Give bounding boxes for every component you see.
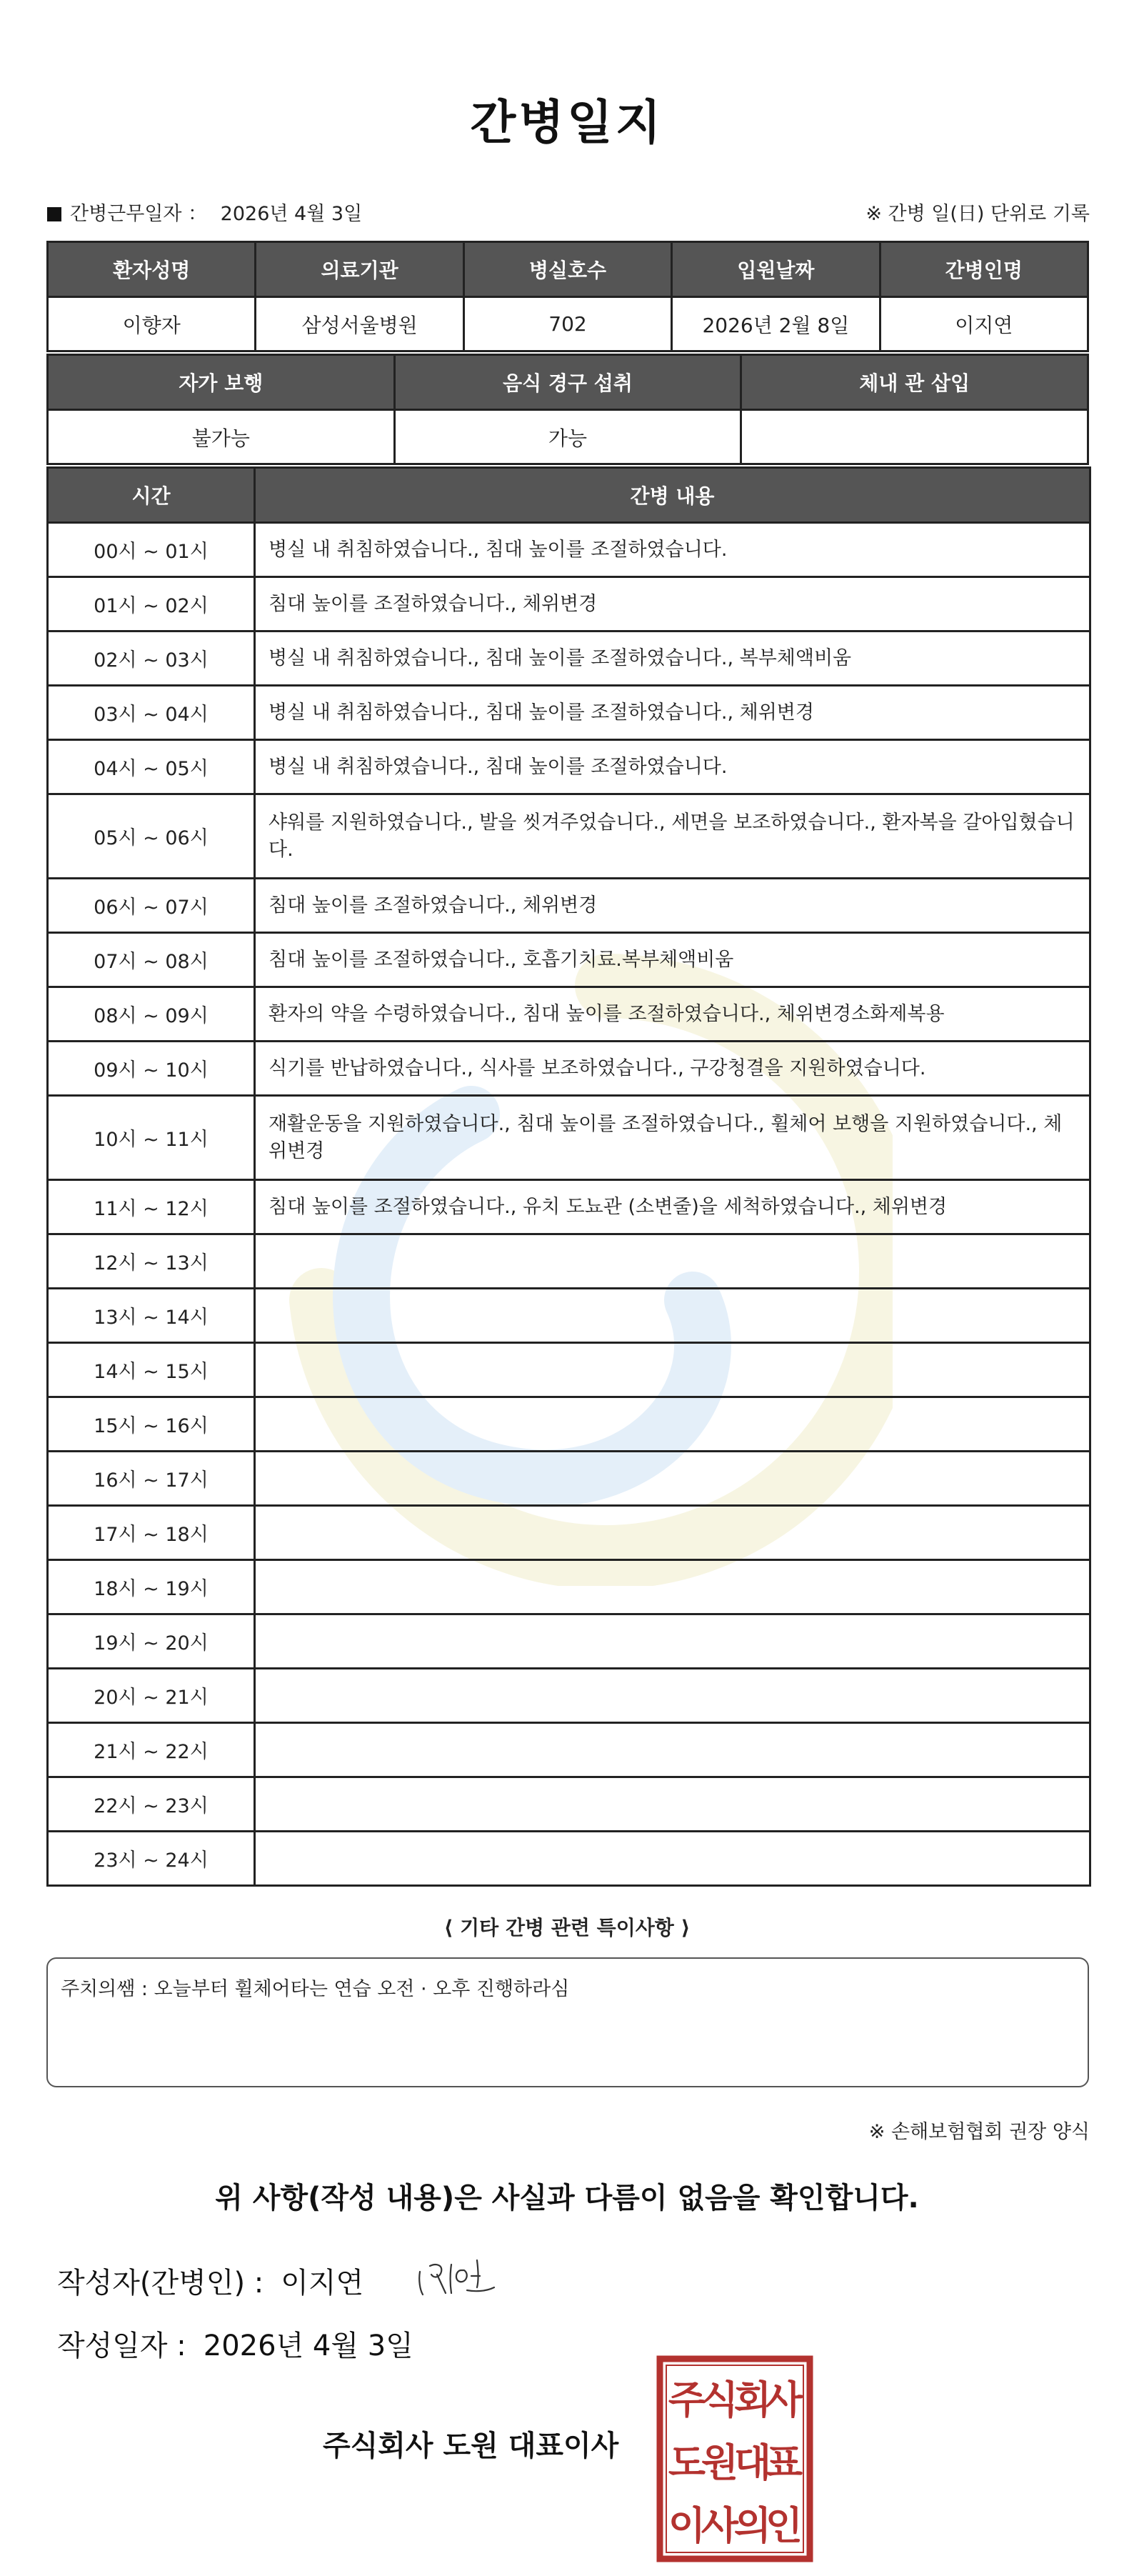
log-time: 09시 ~ 10시	[48, 1042, 255, 1096]
room-number: 702	[463, 297, 671, 351]
log-content: 침대 높이를 조절하였습니다., 유치 도뇨관 (소변줄)을 세척하였습니다., 체위변경	[255, 1180, 1090, 1234]
caregiver-name: 이지연	[880, 297, 1088, 351]
log-time: 04시 ~ 05시	[48, 740, 255, 794]
written-date-value: 2026년 4월 3일	[203, 2330, 413, 2362]
log-content	[255, 1452, 1090, 1506]
log-time: 21시 ~ 22시	[48, 1723, 255, 1777]
company-representative: 주식회사 도원 대표이사	[323, 2430, 619, 2462]
svg-text:주: 주	[668, 2377, 706, 2422]
svg-text:사: 사	[701, 2503, 739, 2548]
header-tube-insertion: 체내 관 삽입	[741, 355, 1088, 410]
log-content	[255, 1560, 1090, 1614]
svg-text:이: 이	[668, 2503, 706, 2548]
header-time: 시간	[48, 468, 255, 523]
log-time: 12시 ~ 13시	[48, 1234, 255, 1289]
log-time: 07시 ~ 08시	[48, 933, 255, 987]
header-oral-intake: 음식 경구 섭취	[394, 355, 741, 410]
written-date-label: 작성일자 :	[57, 2330, 186, 2362]
writer-name: 이지연	[281, 2267, 364, 2300]
svg-text:원: 원	[701, 2440, 739, 2485]
log-time: 03시 ~ 04시	[48, 686, 255, 740]
log-content: 침대 높이를 조절하였습니다., 체위변경	[255, 879, 1090, 933]
log-time: 22시 ~ 23시	[48, 1777, 255, 1832]
log-time: 18시 ~ 19시	[48, 1560, 255, 1614]
log-content: 환자의 약을 수령하였습니다., 침대 높이를 조절하였습니다., 체위변경소화제복용	[255, 987, 1090, 1042]
log-content	[255, 1234, 1090, 1289]
writer-line	[57, 2260, 363, 2301]
writer-label: 작성자(간병인) :	[57, 2267, 264, 2300]
svg-text:식: 식	[701, 2377, 739, 2422]
svg-text:대: 대	[733, 2440, 772, 2485]
notes-box	[46, 1957, 1089, 2087]
admission-date: 2026년 2월 8일	[672, 297, 880, 351]
work-date-line	[47, 198, 362, 226]
log-time: 20시 ~ 21시	[48, 1669, 255, 1723]
log-content	[255, 1343, 1090, 1397]
header-care-content: 간병 내용	[255, 468, 1090, 523]
log-time: 11시 ~ 12시	[48, 1180, 255, 1234]
log-time: 05시 ~ 06시	[48, 794, 255, 879]
tube-insertion-value	[741, 410, 1088, 464]
notes-text: 주치의쌤 : 오늘부터 휠체어타는 연습 오전 · 오후 진행하라심	[61, 1978, 570, 2000]
written-date-line	[57, 2323, 413, 2364]
log-content	[255, 1614, 1090, 1669]
handwritten-signature	[414, 2250, 528, 2302]
log-time: 06시 ~ 07시	[48, 879, 255, 933]
log-time: 08시 ~ 09시	[48, 987, 255, 1042]
log-time: 13시 ~ 14시	[48, 1289, 255, 1343]
work-date-label: 간병근무일자 ：	[70, 203, 208, 225]
log-time: 23시 ~ 24시	[48, 1832, 255, 1886]
header-admission-date: 입원날짜	[672, 242, 880, 297]
log-time: 19시 ~ 20시	[48, 1614, 255, 1669]
header-room: 병실호수	[463, 242, 671, 297]
log-content	[255, 1289, 1090, 1343]
unit-note: ※ 간병 일(日) 단위로 기록	[865, 203, 1090, 225]
company-seal-stamp	[656, 2355, 814, 2563]
log-content: 병실 내 취침하였습니다., 침대 높이를 조절하였습니다.	[255, 523, 1090, 577]
care-log-table	[46, 466, 1091, 1887]
header-hospital: 의료기관	[256, 242, 463, 297]
header-caregiver-name: 간병인명	[880, 242, 1088, 297]
log-time: 15시 ~ 16시	[48, 1397, 255, 1452]
svg-text:인: 인	[765, 2503, 803, 2548]
hospital-name: 삼성서울병원	[256, 297, 463, 351]
patient-info-table	[46, 241, 1089, 352]
log-time: 10시 ~ 11시	[48, 1096, 255, 1180]
patient-name: 이향자	[48, 297, 256, 351]
log-content: 침대 높이를 조절하였습니다., 체위변경	[255, 577, 1090, 631]
header-patient-name: 환자성명	[48, 242, 256, 297]
log-time: 00시 ~ 01시	[48, 523, 255, 577]
patient-status-table	[46, 354, 1089, 465]
log-content	[255, 1397, 1090, 1452]
svg-text:의: 의	[733, 2503, 772, 2548]
log-content	[255, 1832, 1090, 1886]
svg-text:표: 표	[765, 2440, 803, 2485]
svg-text:사: 사	[765, 2377, 803, 2422]
work-date-value: 2026년 4월 3일	[220, 203, 363, 225]
log-content	[255, 1506, 1090, 1560]
log-content: 재활운동을 지원하였습니다., 침대 높이를 조절하였습니다., 휠체어 보행을 지원하였습니다., 체위변경	[255, 1096, 1090, 1180]
log-time: 01시 ~ 02시	[48, 577, 255, 631]
log-content: 침대 높이를 조절하였습니다., 호흡기치료.복부체액비움	[255, 933, 1090, 987]
log-time: 16시 ~ 17시	[48, 1452, 255, 1506]
notes-title: ⟨ 기타 간병 관련 특이사항 ⟩	[443, 1916, 691, 1940]
header-self-walking: 자가 보행	[48, 355, 395, 410]
log-time: 17시 ~ 18시	[48, 1506, 255, 1560]
log-content	[255, 1669, 1090, 1723]
page-title: 간병일지	[470, 95, 664, 150]
recommendation-note: ※ 손해보험협회 권장 양식	[868, 2121, 1090, 2143]
log-content: 식기를 반납하였습니다., 식사를 보조하였습니다., 구강청결을 지원하였습니다.	[255, 1042, 1090, 1096]
svg-text:회: 회	[733, 2377, 772, 2422]
log-time: 14시 ~ 15시	[48, 1343, 255, 1397]
oral-intake-value: 가능	[394, 410, 741, 464]
confirmation-statement: 위 사항(작성 내용)은 사실과 다름이 없음을 확인합니다.	[215, 2182, 919, 2215]
svg-text:도: 도	[668, 2440, 706, 2485]
log-time: 02시 ~ 03시	[48, 631, 255, 686]
log-content: 병실 내 취침하였습니다., 침대 높이를 조절하였습니다., 체위변경	[255, 686, 1090, 740]
self-walking-value: 불가능	[48, 410, 395, 464]
log-content	[255, 1777, 1090, 1832]
log-content: 샤워를 지원하였습니다., 발을 씻겨주었습니다., 세면을 보조하였습니다., 환자복을 갈아입혔습니다.	[255, 794, 1090, 879]
square-bullet-icon	[47, 207, 61, 221]
log-content: 병실 내 취침하였습니다., 침대 높이를 조절하였습니다., 복부체액비움	[255, 631, 1090, 686]
log-content	[255, 1723, 1090, 1777]
log-content: 병실 내 취침하였습니다., 침대 높이를 조절하였습니다.	[255, 740, 1090, 794]
